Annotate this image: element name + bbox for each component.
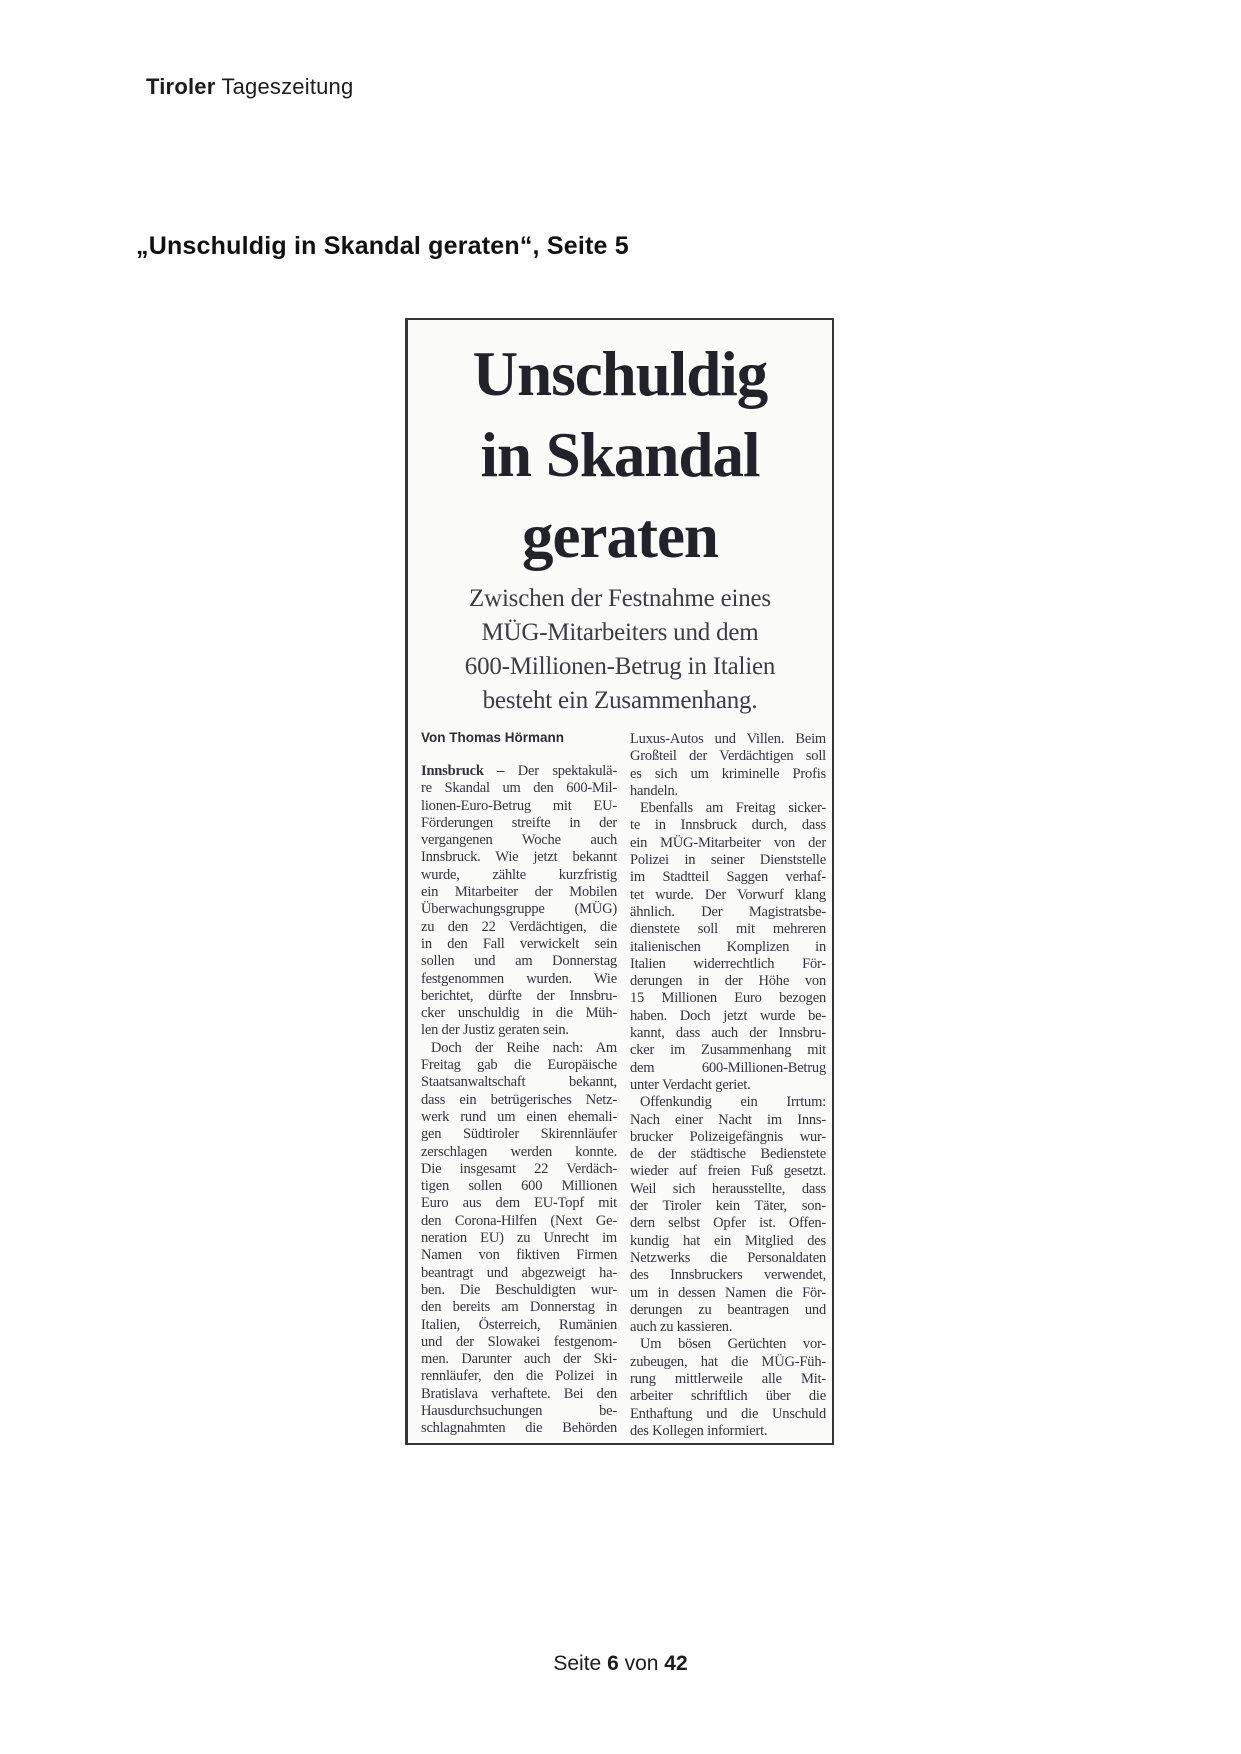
article-text-line: des Kollegen informiert. xyxy=(630,1422,768,1439)
article-text-line: Italien, Österreich, Rumänien xyxy=(421,1316,617,1333)
article-text-line: tet wurde. Der Vorwurf klang xyxy=(630,886,826,903)
article-text-line: cker unschuldig in die Müh- xyxy=(421,1005,617,1022)
article-text-line: Bratislava verhaftete. Bei den xyxy=(421,1385,617,1402)
article-text-line: vergangenen Woche auch xyxy=(421,832,617,849)
clipping-subheadline xyxy=(408,582,832,718)
article-text-line: Weil sich herausstellte, dass xyxy=(630,1180,826,1197)
article-text-line: dass ein betrügerisches Netz- xyxy=(421,1091,617,1108)
article-text-line: Netzwerks die Personaldaten xyxy=(630,1249,826,1266)
article-text-line: 15 Millionen Euro bezogen xyxy=(630,990,826,1007)
article-text-line: Offenkundig ein Irrtum: xyxy=(640,1094,826,1111)
article-text-line: lionen-Euro-Betrug mit EU- xyxy=(421,797,617,814)
publication-name-rest: Tageszeitung xyxy=(215,74,354,99)
article-text-line: berichtet, dürfte der Innsbru- xyxy=(421,987,617,1004)
article-text-line: Namen von fiktiven Firmen xyxy=(421,1247,617,1264)
article-text-line: auch zu kassieren. xyxy=(630,1319,733,1336)
article-text-line: italienischen Komplizen in xyxy=(630,938,826,955)
article-text-line: Großteil der Verdächtigen soll xyxy=(630,748,826,765)
article-text-line: arbeiter schriftlich über die xyxy=(630,1388,826,1405)
article-text-line: im Stadtteil Saggen verhaf- xyxy=(630,869,826,886)
article-text-line: zu den 22 Verdächtigen, die xyxy=(421,918,617,935)
article-text-line: Italien widerrechtlich För- xyxy=(630,955,826,972)
text-line: besteht ein Zusammenhang. xyxy=(482,687,758,714)
article-text-line: zerschlagen werden konnte. xyxy=(421,1143,617,1160)
article-text-line: dern selbst Opfer ist. Offen- xyxy=(630,1215,826,1232)
publication-name-bold: Tiroler xyxy=(146,74,216,99)
article-text-line: den Corona-Hilfen (Next Ge- xyxy=(421,1212,617,1229)
publication-name xyxy=(146,74,353,100)
article-text-line: um in dessen Namen die För- xyxy=(630,1284,826,1301)
article-text-line: cker im Zusammenhang mit xyxy=(630,1042,826,1059)
newspaper-clipping xyxy=(405,318,834,1445)
clipping-byline: Von Thomas Hörmann xyxy=(421,730,565,745)
article-text-line: zubeugen, hat die MÜG-Füh- xyxy=(630,1353,826,1370)
article-text-line: ben. Die Beschuldigten wur- xyxy=(421,1281,617,1298)
text-line: 600-Millionen-Betrug in Italien xyxy=(464,653,776,680)
footer-page-number: 6 xyxy=(607,1652,619,1675)
article-text-line: Innsbruck – Der spektakulä- xyxy=(421,763,617,779)
article-text-line: Polizei in seiner Dienststelle xyxy=(630,852,826,869)
article-text-line: es sich um kriminelle Profis xyxy=(630,765,826,782)
article-text-line: Überwachungsgruppe (MÜG) xyxy=(421,901,617,918)
clipping-article-body xyxy=(421,731,826,1440)
article-text-line: sollen und am Donnerstag xyxy=(421,953,617,970)
text-line: Unschuldig xyxy=(472,339,768,409)
article-text-line: ähnlich. Der Magistratsbe- xyxy=(630,903,826,920)
article-text-line: rennläufer, den die Polizei in xyxy=(421,1368,617,1385)
article-text-line: derungen in der Höhe von xyxy=(630,973,826,990)
article-reference-heading: „Unschuldig in Skandal geraten“, Seite 5 xyxy=(136,232,629,260)
article-text-line: Nach einer Nacht im Inns- xyxy=(630,1111,826,1128)
article-text-line: Die insgesamt 22 Verdäch- xyxy=(421,1160,617,1177)
article-text-line: unter Verdacht geriet. xyxy=(630,1076,751,1093)
article-text-line: tigen sollen 600 Millionen xyxy=(421,1178,617,1195)
article-text-line: werk rund um einen ehemali- xyxy=(421,1108,617,1125)
article-text-line: brucker Polizeigefängnis wur- xyxy=(630,1128,826,1145)
article-column-left-lines xyxy=(421,763,617,1438)
article-text-line: beantragt und abgezweigt ha- xyxy=(421,1264,617,1281)
article-text-line: schlagnahmten die Behörden xyxy=(421,1420,617,1437)
article-text-line: Euro aus dem EU-Topf mit xyxy=(421,1195,617,1212)
article-text-line: den bereits am Donnerstag in xyxy=(421,1299,617,1316)
article-text-line: in den Fall verwickelt sein xyxy=(421,935,617,952)
article-text-line: de der städtische Bedienstete xyxy=(630,1146,826,1163)
article-text-line: wurde, zählte kurzfristig xyxy=(421,866,617,883)
text-line: MÜG-Mitarbeiters und dem xyxy=(481,619,759,646)
article-text-line: haben. Doch jetzt wurde be- xyxy=(630,1007,826,1024)
article-text-line: kundig hat ein Mitglied des xyxy=(630,1232,826,1249)
article-column-right xyxy=(630,731,826,1440)
article-text-line: te in Innsbruck durch, dass xyxy=(630,817,826,834)
article-text-line: kannt, dass auch der Innsbru- xyxy=(630,1025,826,1042)
article-text-line: des Innsbruckers verwendet, xyxy=(630,1267,826,1284)
article-text-line: der Tiroler kein Täter, son- xyxy=(630,1198,826,1215)
footer-separator: von xyxy=(618,1652,665,1675)
article-text-line: Staatsanwaltschaft bekannt, xyxy=(421,1074,617,1091)
article-text-line: ein Mitarbeiter der Mobilen xyxy=(421,884,617,901)
article-text-line: handeln. xyxy=(630,782,678,799)
article-text-line: dem 600-Millionen-Betrug xyxy=(630,1059,826,1076)
text-line: Zwischen der Festnahme eines xyxy=(469,585,771,612)
clipping-headline xyxy=(408,334,832,577)
article-text-line: gen Südtiroler Skirennläufer xyxy=(421,1126,617,1143)
footer-total-pages: 42 xyxy=(664,1652,688,1675)
text-line: in Skandal xyxy=(480,420,760,490)
article-text-line: derungen zu beantragen und xyxy=(630,1301,826,1318)
article-text-line: dienstete soll mit mehreren xyxy=(630,921,826,938)
article-text-line: Um bösen Gerüchten vor- xyxy=(640,1336,826,1353)
article-text-line: Förderungen streifte in der xyxy=(421,814,617,831)
article-text-line: neration EU) zu Unrecht im xyxy=(421,1230,617,1247)
article-text-line: Enthaftung und die Unschuld xyxy=(630,1405,826,1422)
text-line: geraten xyxy=(522,501,718,571)
article-text-line: Hausdurchsuchungen be- xyxy=(421,1402,617,1419)
article-text-line: len der Justiz geraten sein. xyxy=(421,1022,569,1039)
footer-prefix: Seite xyxy=(553,1652,608,1675)
article-text-line: wieder auf freien Fuß gesetzt. xyxy=(630,1163,826,1180)
article-text-line: men. Darunter auch der Ski- xyxy=(421,1351,617,1368)
article-text-line: und der Slowakei festgenom- xyxy=(421,1333,617,1350)
article-text-line: ein MÜG-Mitarbeiter von der xyxy=(630,834,826,851)
article-text-line: Innsbruck. Wie jetzt bekannt xyxy=(421,849,617,866)
article-text-line: Ebenfalls am Freitag sicker- xyxy=(640,800,826,817)
article-column-left xyxy=(421,731,617,1440)
page-footer xyxy=(0,1652,1241,1676)
article-text-line: festgenommen wurden. Wie xyxy=(421,970,617,987)
article-text-line: Luxus-Autos und Villen. Beim xyxy=(630,731,826,747)
article-text-line: Doch der Reihe nach: Am xyxy=(431,1039,617,1056)
article-text-line: rung mittlerweile alle Mit- xyxy=(630,1370,826,1387)
article-column-right-lines xyxy=(630,731,826,1440)
article-text-line: Freitag gab die Europäische xyxy=(421,1057,617,1074)
article-text-line: re Skandal um den 600-Mil- xyxy=(421,780,617,797)
